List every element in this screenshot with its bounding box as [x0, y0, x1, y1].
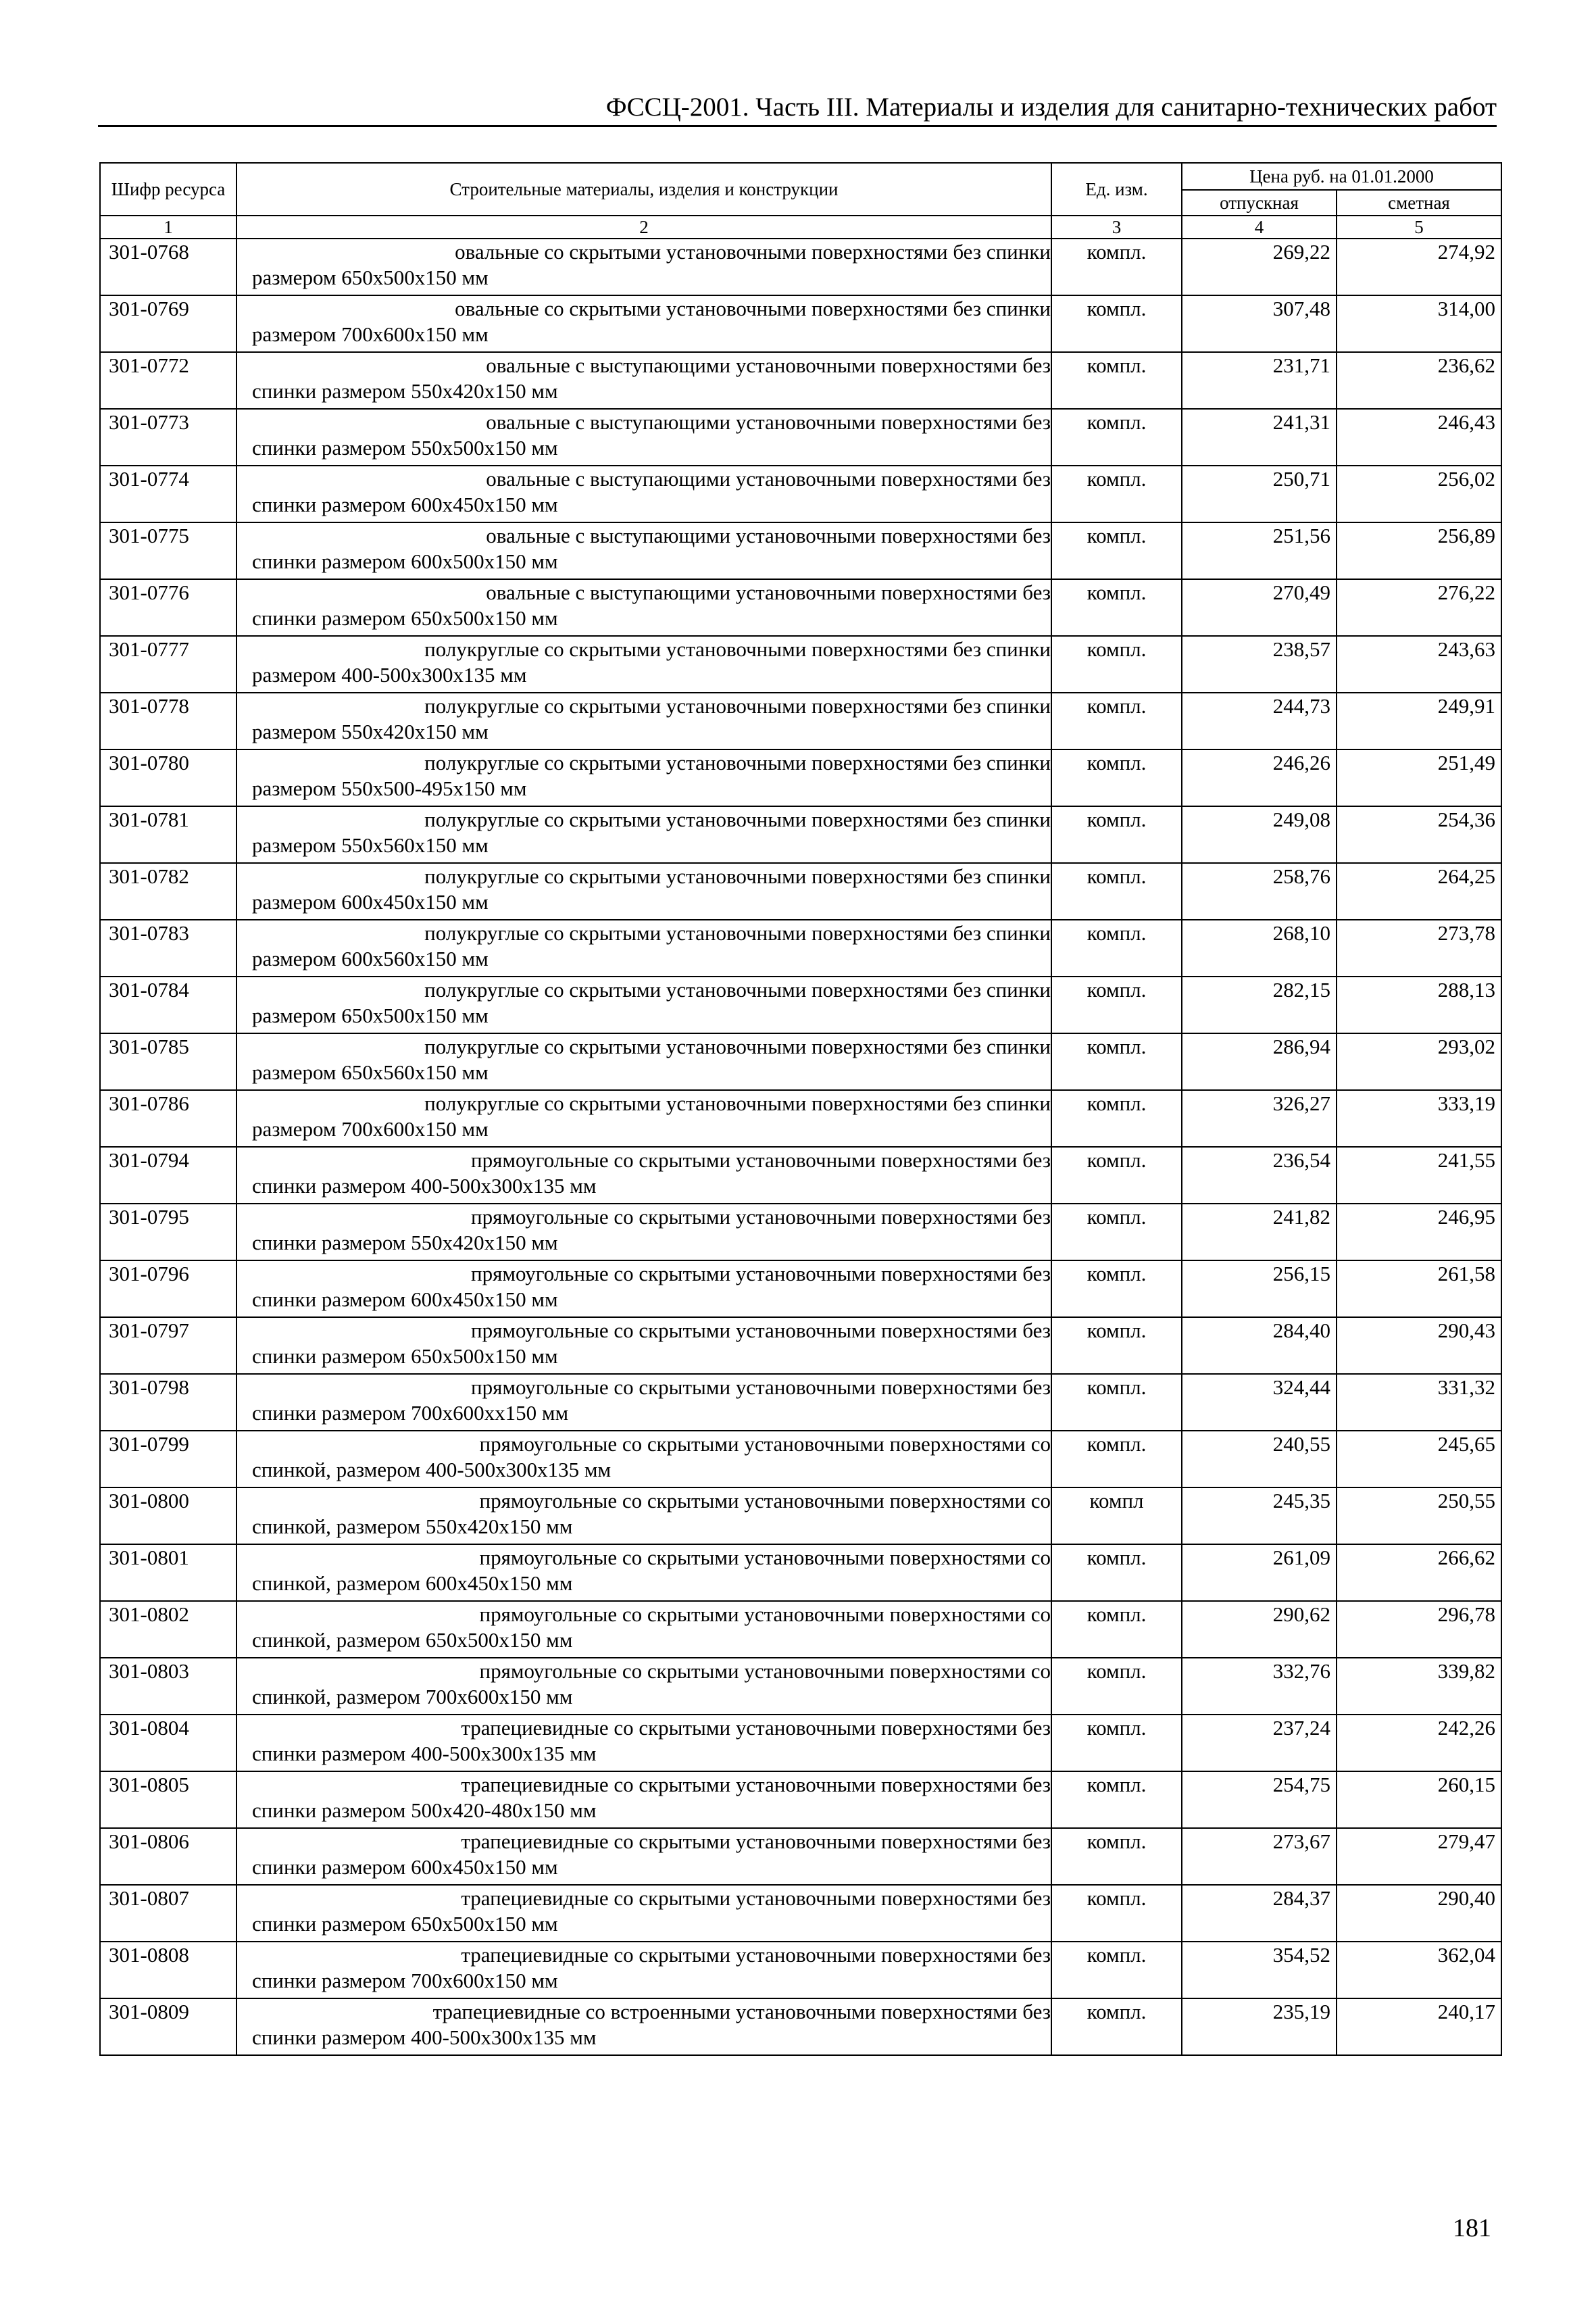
table-row [100, 466, 1501, 522]
unit: компл. [1051, 239, 1182, 295]
release-price: 238,57 [1182, 636, 1337, 693]
release-price: 250,71 [1182, 466, 1337, 522]
unit: компл. [1051, 1885, 1182, 1942]
resource-description [236, 1544, 1051, 1601]
description-line-1: прямоугольные со скрытыми установочными поверхностями со [479, 1659, 1051, 1683]
page-header [98, 84, 1497, 127]
estimate-price: 331,32 [1337, 1374, 1501, 1431]
release-price: 244,73 [1182, 693, 1337, 749]
table-row [100, 1544, 1501, 1601]
resource-code: 301-0799 [100, 1431, 236, 1487]
description-line-1: овальные с выступающими установочными поверхностями без [486, 524, 1051, 547]
description-line-2: спинки размером 600x500x150 мм [252, 549, 558, 573]
unit: компл. [1051, 1090, 1182, 1147]
resource-description [236, 1885, 1051, 1942]
estimate-price: 276,22 [1337, 579, 1501, 636]
release-price: 270,49 [1182, 579, 1337, 636]
description-line-1: трапециевидные со встроенными установочными поверхностями без [432, 2000, 1051, 2023]
page-number: 181 [1453, 2214, 1491, 2242]
resource-description [236, 749, 1051, 806]
resource-description [236, 1715, 1051, 1771]
description-line-2: размером 700x600x150 мм [252, 322, 489, 346]
resource-description [236, 1658, 1051, 1715]
resource-description [236, 977, 1051, 1033]
resource-code: 301-0800 [100, 1487, 236, 1544]
estimate-price: 254,36 [1337, 806, 1501, 863]
col-number: 4 [1182, 216, 1337, 239]
description-line-1: трапециевидные со скрытыми установочными поверхностями без [461, 1886, 1051, 1910]
resource-description [236, 1317, 1051, 1374]
release-price: 284,37 [1182, 1885, 1337, 1942]
description-line-1: трапециевидные со скрытыми установочными поверхностями без [461, 1773, 1051, 1796]
resource-code: 301-0774 [100, 466, 236, 522]
description-line-1: прямоугольные со скрытыми установочными поверхностями со [479, 1546, 1051, 1569]
description-line-1: полукруглые со скрытыми установочными поверхностями без спинки [424, 1091, 1051, 1115]
release-price: 326,27 [1182, 1090, 1337, 1147]
resource-description [236, 1260, 1051, 1317]
estimate-price: 266,62 [1337, 1544, 1501, 1601]
resource-code: 301-0782 [100, 863, 236, 920]
estimate-price: 249,91 [1337, 693, 1501, 749]
description-line-1: полукруглые со скрытыми установочными поверхностями без спинки [424, 1035, 1051, 1058]
resource-code: 301-0776 [100, 579, 236, 636]
description-line-1: прямоугольные со скрытыми установочными поверхностями без [471, 1319, 1051, 1342]
table-row [100, 920, 1501, 977]
estimate-price: 333,19 [1337, 1090, 1501, 1147]
table-row [100, 1033, 1501, 1090]
table-row [100, 409, 1501, 466]
description-line-2: спинки размером 600x450x150 мм [252, 493, 558, 516]
resource-code: 301-0808 [100, 1942, 236, 1998]
unit: компл. [1051, 409, 1182, 466]
table-row [100, 806, 1501, 863]
table-body [100, 239, 1501, 2055]
resource-description [236, 522, 1051, 579]
estimate-price: 273,78 [1337, 920, 1501, 977]
resource-code: 301-0804 [100, 1715, 236, 1771]
description-line-2: спинки размером 400-500x300x135 мм [252, 1174, 597, 1198]
unit: компл. [1051, 1942, 1182, 1998]
resource-code: 301-0803 [100, 1658, 236, 1715]
description-line-1: трапециевидные со скрытыми установочными поверхностями без [461, 1943, 1051, 1967]
resource-description [236, 1431, 1051, 1487]
description-line-2: спинки размером 400-500x300x135 мм [252, 2025, 597, 2049]
estimate-price: 245,65 [1337, 1431, 1501, 1487]
estimate-price: 246,43 [1337, 409, 1501, 466]
unit: компл. [1051, 1601, 1182, 1658]
unit: компл. [1051, 977, 1182, 1033]
description-line-2: размером 550x420x150 мм [252, 720, 489, 743]
release-price: 286,94 [1182, 1033, 1337, 1090]
estimate-price: 290,40 [1337, 1885, 1501, 1942]
resource-code: 301-0805 [100, 1771, 236, 1828]
table-row [100, 693, 1501, 749]
estimate-price: 242,26 [1337, 1715, 1501, 1771]
release-price: 240,55 [1182, 1431, 1337, 1487]
unit: компл [1051, 1487, 1182, 1544]
unit: компл. [1051, 1147, 1182, 1204]
estimate-price: 261,58 [1337, 1260, 1501, 1317]
estimate-price: 251,49 [1337, 749, 1501, 806]
description-line-1: полукруглые со скрытыми установочными поверхностями без спинки [424, 864, 1051, 888]
resource-description [236, 1033, 1051, 1090]
description-line-2: спинки размером 600x450x150 мм [252, 1855, 558, 1879]
table-row [100, 1998, 1501, 2055]
unit: компл. [1051, 1317, 1182, 1374]
description-line-1: полукруглые со скрытыми установочными поверхностями без спинки [424, 808, 1051, 831]
description-line-2: спинки размером 500x420-480x150 мм [252, 1798, 597, 1822]
estimate-price: 240,17 [1337, 1998, 1501, 2055]
col-number: 3 [1051, 216, 1182, 239]
estimate-price: 296,78 [1337, 1601, 1501, 1658]
resource-description [236, 863, 1051, 920]
unit: компл. [1051, 806, 1182, 863]
resource-code: 301-0795 [100, 1204, 236, 1260]
table-row [100, 1431, 1501, 1487]
table-row [100, 1771, 1501, 1828]
table-row [100, 749, 1501, 806]
unit: компл. [1051, 466, 1182, 522]
release-price: 236,54 [1182, 1147, 1337, 1204]
estimate-price: 314,00 [1337, 295, 1501, 352]
release-price: 354,52 [1182, 1942, 1337, 1998]
release-price: 268,10 [1182, 920, 1337, 977]
unit: компл. [1051, 1715, 1182, 1771]
resource-description [236, 1090, 1051, 1147]
unit: компл. [1051, 1771, 1182, 1828]
unit: компл. [1051, 1998, 1182, 2055]
description-line-1: прямоугольные со скрытыми установочными поверхностями без [471, 1262, 1051, 1285]
col-header-price: Цена руб. на 01.01.2000 [1182, 163, 1501, 190]
description-line-2: размером 550x500-495x150 мм [252, 777, 527, 800]
description-line-2: спинки размером 400-500x300x135 мм [252, 1742, 597, 1765]
unit: компл. [1051, 1658, 1182, 1715]
resource-code: 301-0785 [100, 1033, 236, 1090]
resource-description [236, 806, 1051, 863]
unit: компл. [1051, 352, 1182, 409]
resource-description [236, 1998, 1051, 2055]
release-price: 324,44 [1182, 1374, 1337, 1431]
resource-description [236, 1942, 1051, 1998]
estimate-price: 246,95 [1337, 1204, 1501, 1260]
description-line-2: размером 650x500x150 мм [252, 266, 489, 289]
unit: компл. [1051, 522, 1182, 579]
col-number: 1 [100, 216, 236, 239]
release-price: 282,15 [1182, 977, 1337, 1033]
description-line-1: овальные с выступающими установочными поверхностями без [486, 410, 1051, 434]
release-price: 251,56 [1182, 522, 1337, 579]
resource-description [236, 1487, 1051, 1544]
estimate-price: 339,82 [1337, 1658, 1501, 1715]
header-title: ФССЦ-2001. Часть III. Материалы и изделия для санитарно-технических работ [605, 93, 1497, 122]
table-row [100, 636, 1501, 693]
description-line-1: овальные со скрытыми установочными поверхностями без спинки [455, 240, 1051, 264]
description-line-2: размером 600x450x150 мм [252, 890, 489, 914]
unit: компл. [1051, 1828, 1182, 1885]
description-line-2: размером 650x500x150 мм [252, 1004, 489, 1027]
description-line-2: размером 700x600x150 мм [252, 1117, 489, 1141]
estimate-price: 236,62 [1337, 352, 1501, 409]
release-price: 273,67 [1182, 1828, 1337, 1885]
resource-code: 301-0797 [100, 1317, 236, 1374]
description-line-2: спинкой, размером 400-500x300x135 мм [252, 1458, 612, 1481]
table-row [100, 1090, 1501, 1147]
table-row [100, 1260, 1501, 1317]
resource-description [236, 1601, 1051, 1658]
unit: компл. [1051, 579, 1182, 636]
resource-description [236, 579, 1051, 636]
description-line-2: спинки размером 650x500x150 мм [252, 1344, 558, 1368]
estimate-price: 241,55 [1337, 1147, 1501, 1204]
table-row [100, 1885, 1501, 1942]
estimate-price: 256,02 [1337, 466, 1501, 522]
resource-description [236, 1828, 1051, 1885]
description-line-1: овальные с выступающими установочными поверхностями без [486, 353, 1051, 377]
resource-code: 301-0786 [100, 1090, 236, 1147]
resource-code: 301-0801 [100, 1544, 236, 1601]
resource-code: 301-0768 [100, 239, 236, 295]
estimate-price: 288,13 [1337, 977, 1501, 1033]
col-number: 5 [1337, 216, 1501, 239]
resource-code: 301-0778 [100, 693, 236, 749]
table-row [100, 1658, 1501, 1715]
table-row [100, 522, 1501, 579]
resource-code: 301-0777 [100, 636, 236, 693]
col-header-estimate-price: сметная [1337, 190, 1501, 216]
estimate-price: 274,92 [1337, 239, 1501, 295]
release-price: 249,08 [1182, 806, 1337, 863]
description-line-2: спинки размером 700x600x150 мм [252, 1969, 558, 1992]
estimate-price: 256,89 [1337, 522, 1501, 579]
resource-description [236, 239, 1051, 295]
unit: компл. [1051, 1033, 1182, 1090]
resource-description [236, 693, 1051, 749]
resource-code: 301-0775 [100, 522, 236, 579]
release-price: 241,82 [1182, 1204, 1337, 1260]
resource-description [236, 1147, 1051, 1204]
description-line-2: размером 400-500x300x135 мм [252, 663, 527, 687]
description-line-2: спинкой, размером 600x450x150 мм [252, 1571, 573, 1595]
estimate-price: 290,43 [1337, 1317, 1501, 1374]
table-row [100, 579, 1501, 636]
table-row [100, 1942, 1501, 1998]
unit: компл. [1051, 1260, 1182, 1317]
table-row [100, 1374, 1501, 1431]
description-line-1: полукруглые со скрытыми установочными поверхностями без спинки [424, 751, 1051, 774]
resource-code: 301-0809 [100, 1998, 236, 2055]
resource-code: 301-0798 [100, 1374, 236, 1431]
table-row [100, 1601, 1501, 1658]
unit: компл. [1051, 1431, 1182, 1487]
resource-code: 301-0794 [100, 1147, 236, 1204]
description-line-1: полукруглые со скрытыми установочными поверхностями без спинки [424, 637, 1051, 661]
estimate-price: 279,47 [1337, 1828, 1501, 1885]
estimate-price: 260,15 [1337, 1771, 1501, 1828]
resource-code: 301-0807 [100, 1885, 236, 1942]
table-row [100, 1487, 1501, 1544]
description-line-2: спинки размером 650x500x150 мм [252, 606, 558, 630]
release-price: 258,76 [1182, 863, 1337, 920]
resource-description [236, 352, 1051, 409]
col-header-unit: Ед. изм. [1051, 163, 1182, 216]
release-price: 254,75 [1182, 1771, 1337, 1828]
unit: компл. [1051, 1204, 1182, 1260]
description-line-1: полукруглые со скрытыми установочными поверхностями без спинки [424, 921, 1051, 945]
description-line-2: спинки размером 700x600xx150 мм [252, 1401, 569, 1425]
resource-code: 301-0783 [100, 920, 236, 977]
col-header-name: Строительные материалы, изделия и конструкции [236, 163, 1051, 216]
unit: компл. [1051, 749, 1182, 806]
resource-price-table [99, 162, 1502, 2056]
resource-code: 301-0796 [100, 1260, 236, 1317]
unit: компл. [1051, 693, 1182, 749]
estimate-price: 243,63 [1337, 636, 1501, 693]
release-price: 261,09 [1182, 1544, 1337, 1601]
table-row [100, 239, 1501, 295]
table-row [100, 1715, 1501, 1771]
release-price: 290,62 [1182, 1601, 1337, 1658]
description-line-2: спинки размером 650x500x150 мм [252, 1912, 558, 1936]
description-line-1: трапециевидные со скрытыми установочными поверхностями без [461, 1829, 1051, 1853]
table-row [100, 1828, 1501, 1885]
estimate-price: 264,25 [1337, 863, 1501, 920]
col-header-release-price: отпускная [1182, 190, 1337, 216]
description-line-1: прямоугольные со скрытыми установочными поверхностями без [471, 1375, 1051, 1399]
table-row [100, 352, 1501, 409]
description-line-1: трапециевидные со скрытыми установочными поверхностями без [461, 1716, 1051, 1740]
resource-description [236, 295, 1051, 352]
description-line-2: размером 650x560x150 мм [252, 1060, 489, 1084]
resource-code: 301-0784 [100, 977, 236, 1033]
table-row [100, 977, 1501, 1033]
release-price: 245,35 [1182, 1487, 1337, 1544]
release-price: 241,31 [1182, 409, 1337, 466]
release-price: 237,24 [1182, 1715, 1337, 1771]
resource-description [236, 920, 1051, 977]
unit: компл. [1051, 636, 1182, 693]
unit: компл. [1051, 1374, 1182, 1431]
unit: компл. [1051, 1544, 1182, 1601]
description-line-2: спинки размером 550x420x150 мм [252, 379, 558, 403]
table-row [100, 1147, 1501, 1204]
unit: компл. [1051, 863, 1182, 920]
unit: компл. [1051, 295, 1182, 352]
description-line-2: спинки размером 550x420x150 мм [252, 1231, 558, 1254]
description-line-1: прямоугольные со скрытыми установочными поверхностями без [471, 1148, 1051, 1172]
release-price: 269,22 [1182, 239, 1337, 295]
table-row [100, 1317, 1501, 1374]
description-line-1: овальные с выступающими установочными поверхностями без [486, 467, 1051, 491]
description-line-1: полукруглые со скрытыми установочными поверхностями без спинки [424, 694, 1051, 718]
col-header-code: Шифр ресурса [100, 163, 236, 216]
description-line-2: спинкой, размером 550x420x150 мм [252, 1515, 573, 1538]
release-price: 307,48 [1182, 295, 1337, 352]
release-price: 256,15 [1182, 1260, 1337, 1317]
description-line-1: овальные с выступающими установочными поверхностями без [486, 581, 1051, 604]
release-price: 246,26 [1182, 749, 1337, 806]
resource-description [236, 636, 1051, 693]
resource-description [236, 1771, 1051, 1828]
resource-description [236, 1204, 1051, 1260]
description-line-1: прямоугольные со скрытыми установочными поверхностями со [479, 1602, 1051, 1626]
description-line-2: спинкой, размером 700x600x150 мм [252, 1685, 573, 1708]
resource-description [236, 409, 1051, 466]
release-price: 332,76 [1182, 1658, 1337, 1715]
unit: компл. [1051, 920, 1182, 977]
description-line-2: спинки размером 550x500x150 мм [252, 436, 558, 460]
resource-code: 301-0780 [100, 749, 236, 806]
resource-code: 301-0769 [100, 295, 236, 352]
resource-description [236, 466, 1051, 522]
resource-code: 301-0772 [100, 352, 236, 409]
estimate-price: 250,55 [1337, 1487, 1501, 1544]
description-line-2: спинкой, размером 650x500x150 мм [252, 1628, 573, 1652]
table-row [100, 863, 1501, 920]
release-price: 231,71 [1182, 352, 1337, 409]
description-line-1: полукруглые со скрытыми установочными поверхностями без спинки [424, 978, 1051, 1002]
table-row [100, 1204, 1501, 1260]
description-line-1: прямоугольные со скрытыми установочными поверхностями со [479, 1432, 1051, 1456]
description-line-1: прямоугольные со скрытыми установочными поверхностями со [479, 1489, 1051, 1512]
release-price: 284,40 [1182, 1317, 1337, 1374]
col-number: 2 [236, 216, 1051, 239]
resource-description [236, 1374, 1051, 1431]
resource-code: 301-0806 [100, 1828, 236, 1885]
description-line-2: размером 550x560x150 мм [252, 833, 489, 857]
description-line-1: прямоугольные со скрытыми установочными поверхностями без [471, 1205, 1051, 1229]
estimate-price: 362,04 [1337, 1942, 1501, 1998]
estimate-price: 293,02 [1337, 1033, 1501, 1090]
resource-code: 301-0773 [100, 409, 236, 466]
description-line-1: овальные со скрытыми установочными поверхностями без спинки [455, 297, 1051, 320]
description-line-2: размером 600x560x150 мм [252, 947, 489, 970]
release-price: 235,19 [1182, 1998, 1337, 2055]
description-line-2: спинки размером 600x450x150 мм [252, 1287, 558, 1311]
resource-code: 301-0781 [100, 806, 236, 863]
table-row [100, 295, 1501, 352]
resource-code: 301-0802 [100, 1601, 236, 1658]
